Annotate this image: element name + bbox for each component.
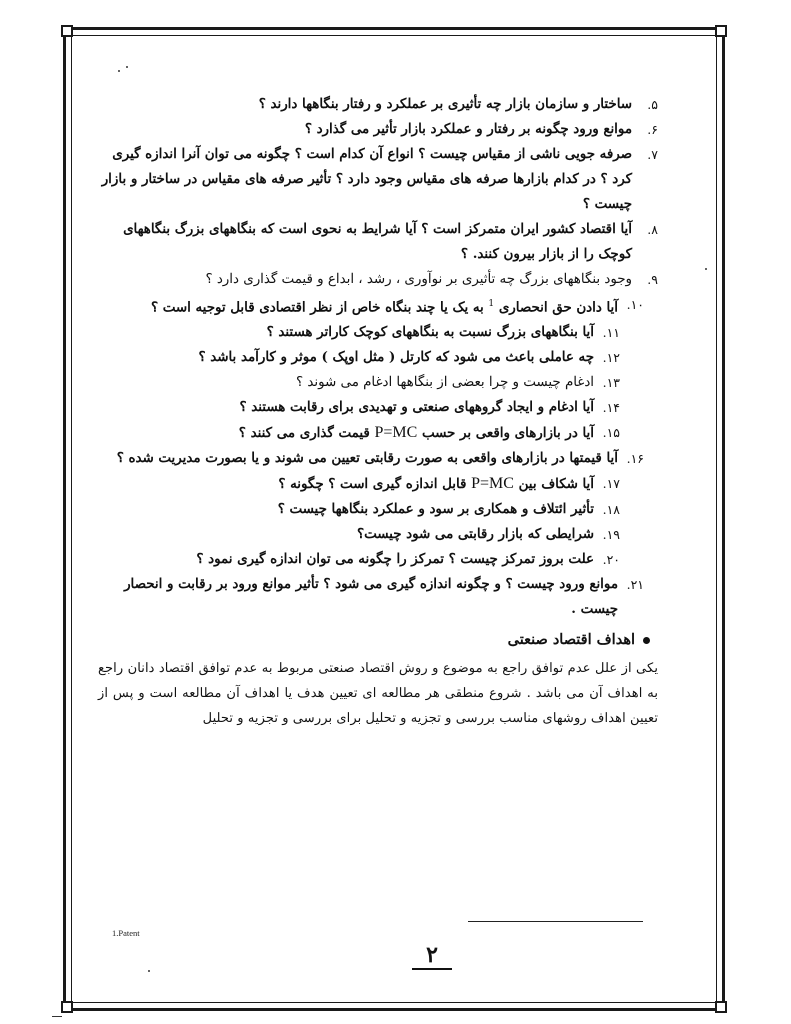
question-number: ۹. — [647, 272, 658, 287]
question-number: ۱۳. — [602, 375, 620, 391]
bullet-icon — [643, 637, 650, 644]
question-number: ۱۰. — [626, 297, 644, 312]
question-18 — [98, 497, 658, 522]
question-number: ۱۷. — [602, 476, 620, 492]
question-6 — [98, 117, 658, 142]
question-20 — [98, 547, 658, 572]
question-text: صرفه جویی ناشی از مقیاس چیست ؟ انواع آن کدام است ؟ چگونه می توان آنرا اندازه گیری کرد ؟ در کدام بازارها صرفه های مقیاس وجود دارد ؟ تأثیر صرفه های مقیاس در ساختار و بازار چیست ؟ — [101, 146, 632, 212]
question-number: ۲۱. — [626, 577, 644, 593]
question-21 — [98, 572, 658, 622]
question-text: وجود بنگاههای بزرگ چه تأثیری بر نوآوری ، رشد ، ابداع و قیمت گذاری دارد ؟ — [205, 272, 632, 287]
border-corner — [715, 1001, 727, 1013]
question-text: آیا دادن حق انحصاری — [498, 299, 618, 316]
scan-speck — [148, 970, 150, 972]
question-text: موانع ورود چگونه بر رفتار و عملکرد بازار تأثیر می گذارد ؟ — [304, 121, 632, 137]
scan-speck — [118, 70, 120, 72]
question-text: قیمت گذاری می کنند ؟ — [238, 425, 370, 442]
question-text: چه عاملی باعث می شود که کارتل ( مثل اوپک ) موثر و کارآمد باشد ؟ — [198, 349, 594, 366]
footnote: 1.Patent — [112, 928, 140, 938]
question-number: ۱۴. — [602, 400, 620, 416]
question-text: آیا اقتصاد کشور ایران متمرکز است ؟ آیا شرایط به نحوی است که بنگاههای بزرگ بنگاههای کوچک را از بازار بیرون کنند. ؟ — [123, 221, 632, 262]
border-corner — [61, 25, 73, 37]
section-paragraph: یکی از علل عدم توافق راجع به موضوع و روش اقتصاد صنعتی مربوط به عدم توافق اقتصاد دانان راجع به اهداف آن می باشد . شروع منطقی هر مطالعه ای تعیین هدف یا اهداف آن مطالعه است و پس از تعیین اهداف روشهای مناسب بررسی و تجزیه و تحلیل برای بررسی و تجزیه و تحلیل — [98, 661, 658, 727]
question-number: ۱۵. — [602, 425, 620, 441]
question-text: به یک یا چند بنگاه خاص از نظر اقتصادی قابل توجیه است ؟ — [150, 299, 484, 316]
question-text: شرایطی که بازار رقابتی می شود چیست؟ — [356, 526, 594, 543]
border-corner — [715, 25, 727, 37]
question-10 — [98, 292, 658, 320]
question-number: ۶. — [647, 122, 658, 137]
question-text: آیا بنگاههای بزرگ نسبت به بنگاههای کوچک کاراتر هستند ؟ — [266, 324, 594, 341]
question-text: موانع ورود چیست ؟ و چگونه اندازه گیری می شود ؟ تأثیر موانع ورود بر رقابت و انحصار چیست . — [124, 576, 618, 618]
question-number: ۱۲. — [602, 350, 620, 366]
question-7 — [98, 142, 658, 217]
scan-speck — [126, 66, 128, 68]
question-text: علت بروز تمرکز چیست ؟ تمرکز را چگونه می توان اندازه گیری نمود ؟ — [196, 551, 594, 568]
question-5 — [98, 92, 658, 117]
question-text: آیا قیمتها در بازارهای واقعی به صورت رقابتی تعیین می شوند و یا بصورت مدیریت شده ؟ — [116, 450, 618, 467]
question-text: آیا ادغام و ایجاد گروههای صنعتی و تهدیدی برای رقابت هستند ؟ — [239, 399, 594, 416]
question-text: قابل اندازه گیری است ؟ چگونه ؟ — [278, 476, 467, 493]
question-16 — [98, 446, 658, 471]
question-number: ۱۱. — [602, 325, 620, 341]
page-number: ۲ — [412, 942, 452, 970]
question-13 — [98, 370, 658, 395]
scan-speck — [705, 268, 707, 270]
question-9 — [98, 267, 658, 292]
question-text: آیا در بازارهای واقعی بر حسب — [421, 425, 594, 442]
question-number: ۵. — [647, 97, 658, 112]
question-19 — [98, 522, 658, 547]
question-17 — [98, 471, 658, 497]
question-14 — [98, 395, 658, 420]
formula-p-equals-mc: P=MC — [471, 475, 514, 493]
question-8 — [98, 217, 658, 267]
question-number: ۲۰. — [602, 552, 620, 568]
footnote-marker: 1 — [488, 299, 495, 309]
question-number: ۱۶. — [626, 451, 644, 467]
question-number: ۱۸. — [602, 502, 620, 518]
question-text: ساختار و سازمان بازار چه تأثیری بر عملکرد و رفتار بنگاهها دارند ؟ — [258, 96, 632, 112]
section-heading-text: اهداف اقتصاد صنعتی — [507, 631, 635, 649]
formula-p-equals-mc: P=MC — [374, 424, 418, 442]
scan-mark — [52, 1016, 62, 1017]
question-12 — [98, 345, 658, 370]
question-text: ادغام چیست و چرا بعضی از بنگاهها ادغام می شوند ؟ — [296, 375, 594, 391]
footnote-separator — [468, 921, 643, 922]
section-heading — [98, 626, 658, 654]
document-body — [98, 92, 658, 731]
question-11 — [98, 320, 658, 345]
question-number: ۱۹. — [602, 527, 620, 543]
question-text: آیا شکاف بین — [518, 476, 594, 493]
question-number: ۷. — [647, 147, 658, 162]
question-number: ۸. — [647, 222, 658, 237]
border-corner — [61, 1001, 73, 1013]
question-15 — [98, 420, 658, 446]
question-text: تأثیر ائتلاف و همکاری بر سود و عملکرد بنگاهها چیست ؟ — [277, 501, 594, 518]
